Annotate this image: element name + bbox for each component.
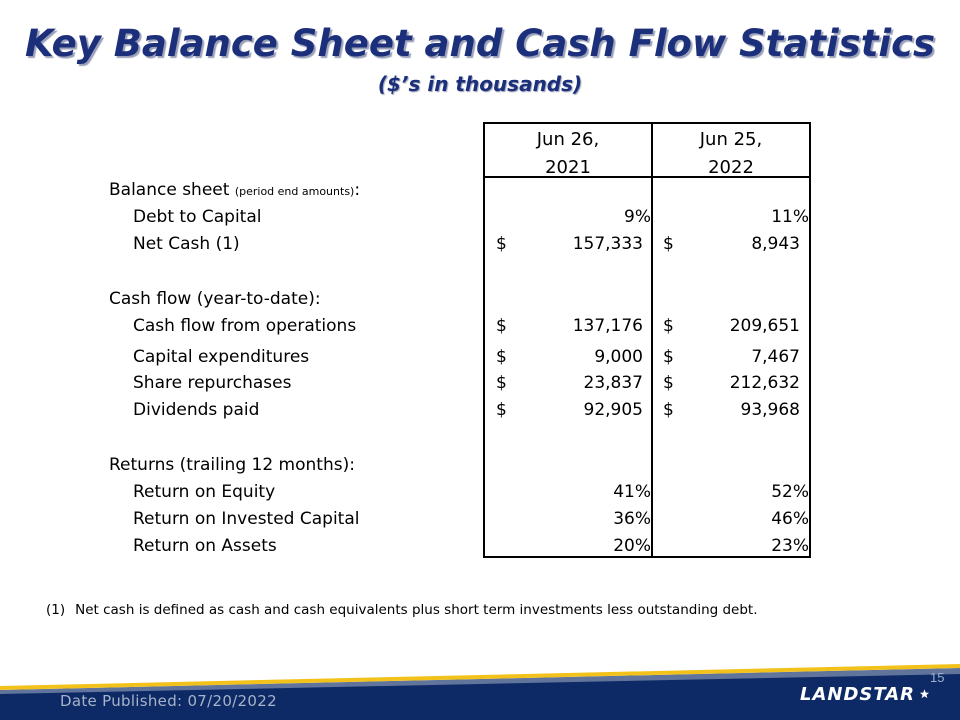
row-label: Return on Invested Capital bbox=[133, 509, 360, 529]
value-2021: 92,905 bbox=[583, 400, 643, 420]
value-2021: 23,837 bbox=[583, 373, 643, 393]
value-2021: 9% bbox=[624, 207, 651, 227]
page-title: Key Balance Sheet and Cash Flow Statistics bbox=[24, 22, 936, 65]
footnote-number: (1) bbox=[46, 602, 66, 618]
table-row-share-repurchases bbox=[0, 373, 960, 399]
row-label: Share repurchases bbox=[133, 373, 292, 393]
row-label: Capital expenditures bbox=[133, 347, 310, 367]
value-2021: 20% bbox=[613, 536, 651, 556]
row-label: Dividends paid bbox=[133, 400, 260, 420]
section-balance-sheet bbox=[0, 180, 960, 206]
row-label: Return on Equity bbox=[133, 482, 276, 502]
column-header-2021-date: Jun 26, bbox=[536, 129, 600, 150]
section-label: Returns (trailing 12 months): bbox=[109, 455, 355, 475]
table-row-debt-to-capital bbox=[0, 207, 960, 233]
currency-symbol: $ bbox=[496, 373, 507, 393]
value-2021: 9,000 bbox=[594, 347, 643, 367]
row-label: Net Cash (1) bbox=[133, 234, 240, 254]
value-2022: 212,632 bbox=[729, 373, 800, 393]
column-header-2022 bbox=[651, 126, 811, 182]
currency-symbol: $ bbox=[663, 400, 674, 420]
currency-symbol: $ bbox=[496, 234, 507, 254]
value-2022: 8,943 bbox=[751, 234, 800, 254]
row-label: Debt to Capital bbox=[133, 207, 262, 227]
currency-symbol: $ bbox=[663, 373, 674, 393]
value-2021: 41% bbox=[613, 482, 651, 502]
page-subtitle: ($’s in thousands) bbox=[377, 72, 583, 96]
column-header-2022-date: Jun 25, bbox=[699, 129, 763, 150]
footnote bbox=[46, 602, 758, 618]
section-label: Balance sheet bbox=[109, 180, 230, 200]
table-row-cash-flow-operations bbox=[0, 316, 960, 342]
table-row-return-on-equity bbox=[0, 482, 960, 508]
currency-symbol: $ bbox=[496, 316, 507, 336]
footnote-text: Net cash is defined as cash and cash equivalents plus short term investments less outstanding debt. bbox=[75, 602, 758, 618]
value-2022: 209,651 bbox=[729, 316, 800, 336]
table-row-return-on-assets bbox=[0, 536, 960, 562]
value-2021: 137,176 bbox=[572, 316, 643, 336]
logo-text: LANDSTAR bbox=[800, 683, 916, 705]
value-2022: 23% bbox=[771, 536, 809, 556]
row-label: Return on Assets bbox=[133, 536, 277, 556]
currency-symbol: $ bbox=[496, 400, 507, 420]
currency-symbol: $ bbox=[663, 234, 674, 254]
value-2021: 157,333 bbox=[572, 234, 643, 254]
table-row-capital-expenditures bbox=[0, 347, 960, 373]
row-label: Cash flow from operations bbox=[133, 316, 357, 336]
value-2022: 11% bbox=[771, 207, 809, 227]
value-2022: 7,467 bbox=[751, 347, 800, 367]
value-2021: 36% bbox=[613, 509, 651, 529]
section-colon: : bbox=[354, 180, 361, 200]
landstar-logo bbox=[800, 680, 930, 708]
column-header-2021-year: 2021 bbox=[545, 157, 591, 178]
table-row-net-cash bbox=[0, 234, 960, 260]
currency-symbol: $ bbox=[663, 347, 674, 367]
table-row-dividends-paid bbox=[0, 400, 960, 426]
star-icon bbox=[919, 682, 930, 706]
section-label: Cash flow (year-to-date): bbox=[109, 289, 321, 309]
section-returns bbox=[0, 455, 960, 481]
page-number: 15 bbox=[930, 670, 945, 685]
currency-symbol: $ bbox=[663, 316, 674, 336]
date-published: Date Published: 07/20/2022 bbox=[60, 692, 277, 710]
column-header-2022-year: 2022 bbox=[708, 157, 754, 178]
table-row-return-on-invested-capital bbox=[0, 509, 960, 535]
column-header-2021 bbox=[483, 126, 653, 182]
section-note: (period end amounts) bbox=[234, 185, 355, 198]
section-cash-flow bbox=[0, 289, 960, 315]
value-2022: 46% bbox=[771, 509, 809, 529]
currency-symbol: $ bbox=[496, 347, 507, 367]
value-2022: 93,968 bbox=[740, 400, 800, 420]
value-2022: 52% bbox=[771, 482, 809, 502]
